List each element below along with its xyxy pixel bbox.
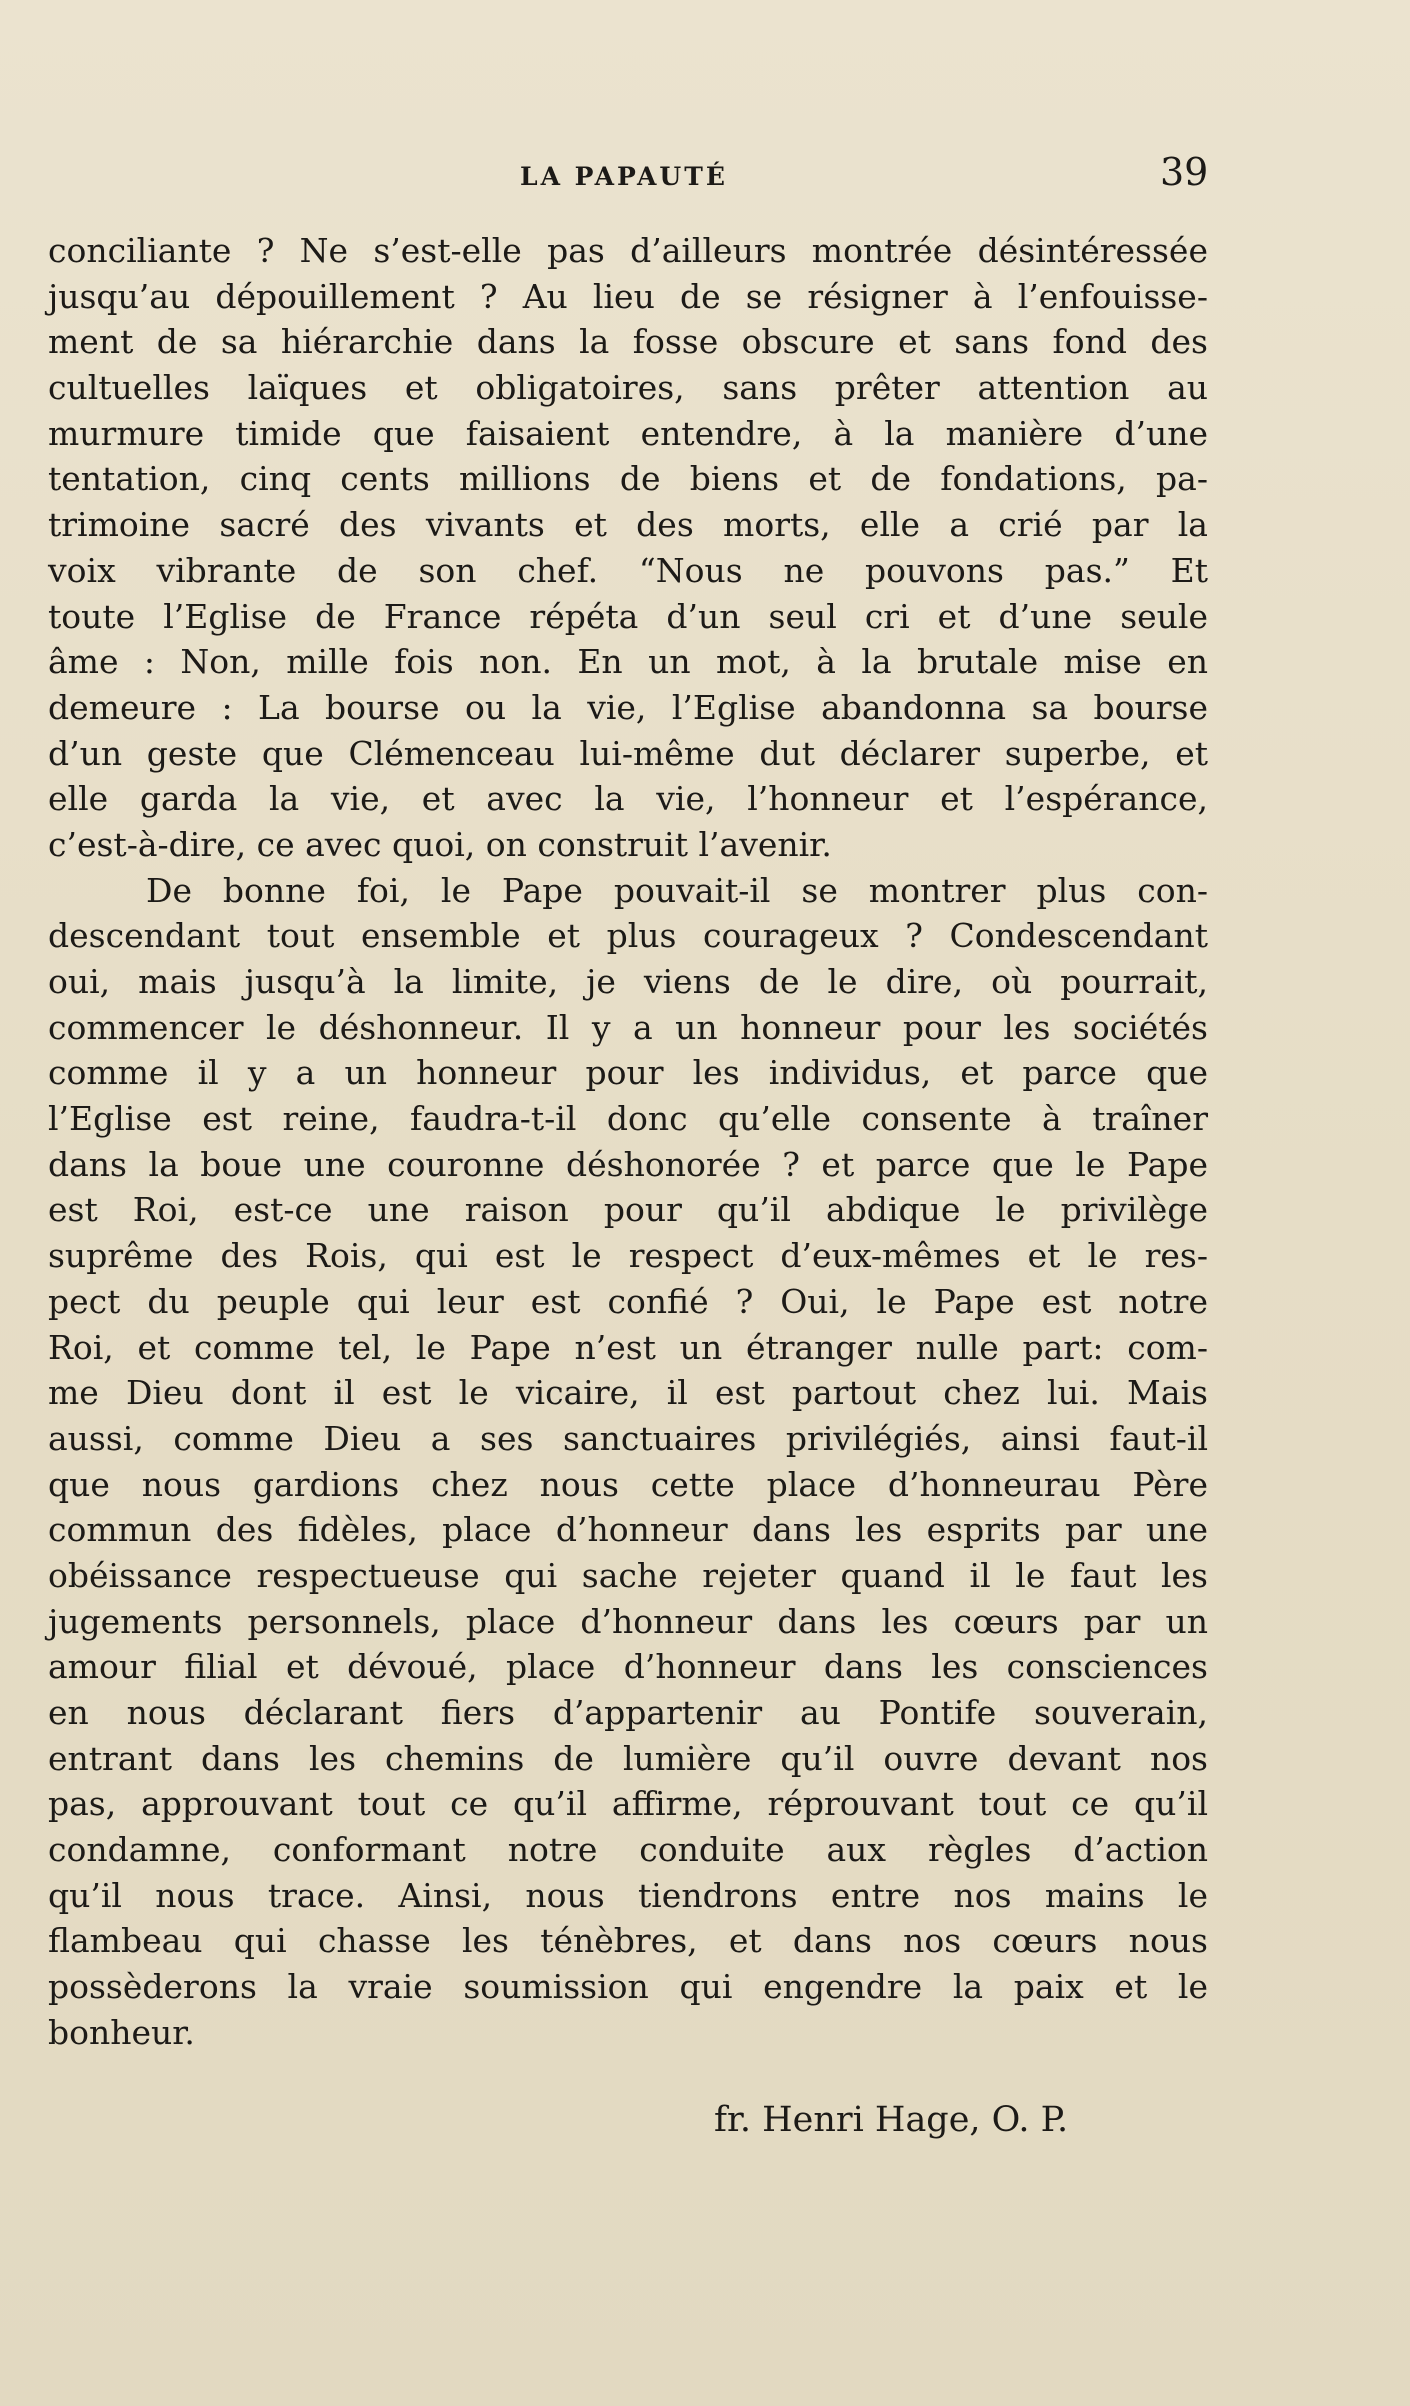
text-line: l’Eglise est reine, faudra-t-il donc qu’elle consente à traîner [48,1099,1208,1139]
running-header [0,150,1410,200]
text-line: c’est-à-dire, ce avec quoi, on construit l’avenir. [48,824,832,864]
text-line: commencer le déshonneur. Il y a un honneur pour les sociétés [48,1007,1208,1047]
text-line: pas, approuvant tout ce qu’il affirme, réprouvant tout ce qu’il [48,1784,1208,1824]
text-line: dans la boue une couronne déshonorée ? et parce que le Pape [48,1144,1208,1184]
text-line: oui, mais jusqu’à la limite, je viens de le dire, où pourrait, [48,962,1208,1001]
text-line: bonheur. [48,2012,195,2052]
text-line: murmure timide que faisaient entendre, à la manière d’une [48,413,1208,453]
text-line: conciliante ? Ne s’est-elle pas d’ailleurs montrée désintéressée [48,231,1208,270]
text-line: en nous déclarant fiers d’appartenir au Pontife souverain, [48,1693,1208,1732]
text-line: aussi, comme Dieu a ses sanctuaires privilégiés, ainsi faut-il [48,1418,1208,1458]
text-line: suprême des Rois, qui est le respect d’eux-mêmes et le res- [48,1236,1208,1276]
text-line: descendant tout ensemble et plus courageux ? Condescendant [48,916,1208,956]
text-line: entrant dans les chemins de lumière qu’il ouvre devant nos [48,1738,1208,1778]
text-line: trimoine sacré des vivants et des morts, elle a crié par la [48,505,1208,545]
text-line: jugements personnels, place d’honneur dans les cœurs par un [48,1601,1208,1641]
text-line: condamne, conformant notre conduite aux règles d’action [48,1830,1208,1870]
text-line: jusqu’au dépouillement ? Au lieu de se résigner à l’enfouisse- [48,276,1208,316]
text-line: qu’il nous trace. Ainsi, nous tiendrons entre nos mains le [48,1875,1208,1915]
body-text [48,228,1208,2056]
text-line: obéissance respectueuse qui sache rejeter quand il le faut les [48,1555,1208,1595]
text-line: Roi, et comme tel, le Pape n’est un étranger nulle part: com- [48,1327,1208,1367]
text-line: voix vibrante de son chef. “Nous ne pouvons pas.” Et [48,550,1208,590]
running-title: LA PAPAUTÉ [520,162,728,191]
page-number: 39 [1160,150,1209,194]
text-line: ment de sa hiérarchie dans la fosse obscure et sans fond des [48,322,1208,362]
paragraph-start-line: De bonne foi, le Pape pouvait-il se montrer plus con- [146,870,1208,910]
text-line: flambeau qui chasse les ténèbres, et dans nos cœurs nous [48,1921,1208,1961]
text-line: me Dieu dont il est le vicaire, il est partout chez lui. Mais [48,1373,1208,1413]
text-line: pect du peuple qui leur est confié ? Oui, le Pape est notre [48,1281,1208,1321]
text-line: âme : Non, mille fois non. En un mot, à la brutale mise en [48,642,1208,682]
author-signature: fr. Henri Hage, O. P. [714,2100,1069,2140]
text-line: que nous gardions chez nous cette place d’honneurau Père [48,1464,1208,1504]
text-line: elle garda la vie, et avec la vie, l’honneur et l’espérance, [48,779,1208,819]
text-line: d’un geste que Clémenceau lui-même dut déclarer superbe, et [48,733,1208,773]
text-line: commun des fidèles, place d’honneur dans les esprits par une [48,1510,1208,1550]
text-line: demeure : La bourse ou la vie, l’Eglise abandonna sa bourse [48,687,1208,727]
text-line: est Roi, est-ce une raison pour qu’il abdique le privilège [48,1190,1208,1230]
text-line: cultuelles laïques et obligatoires, sans prêter attention au [48,368,1208,408]
text-line: toute l’Eglise de France répéta d’un seul cri et d’une seule [48,596,1208,636]
text-line: comme il y a un honneur pour les individus, et parce que [48,1053,1208,1093]
text-line: possèderons la vraie soumission qui engendre la paix et le [48,1967,1208,2007]
text-line: tentation, cinq cents millions de biens et de fondations, pa- [48,459,1208,499]
text-line: amour filial et dévoué, place d’honneur dans les consciences [48,1647,1208,1687]
